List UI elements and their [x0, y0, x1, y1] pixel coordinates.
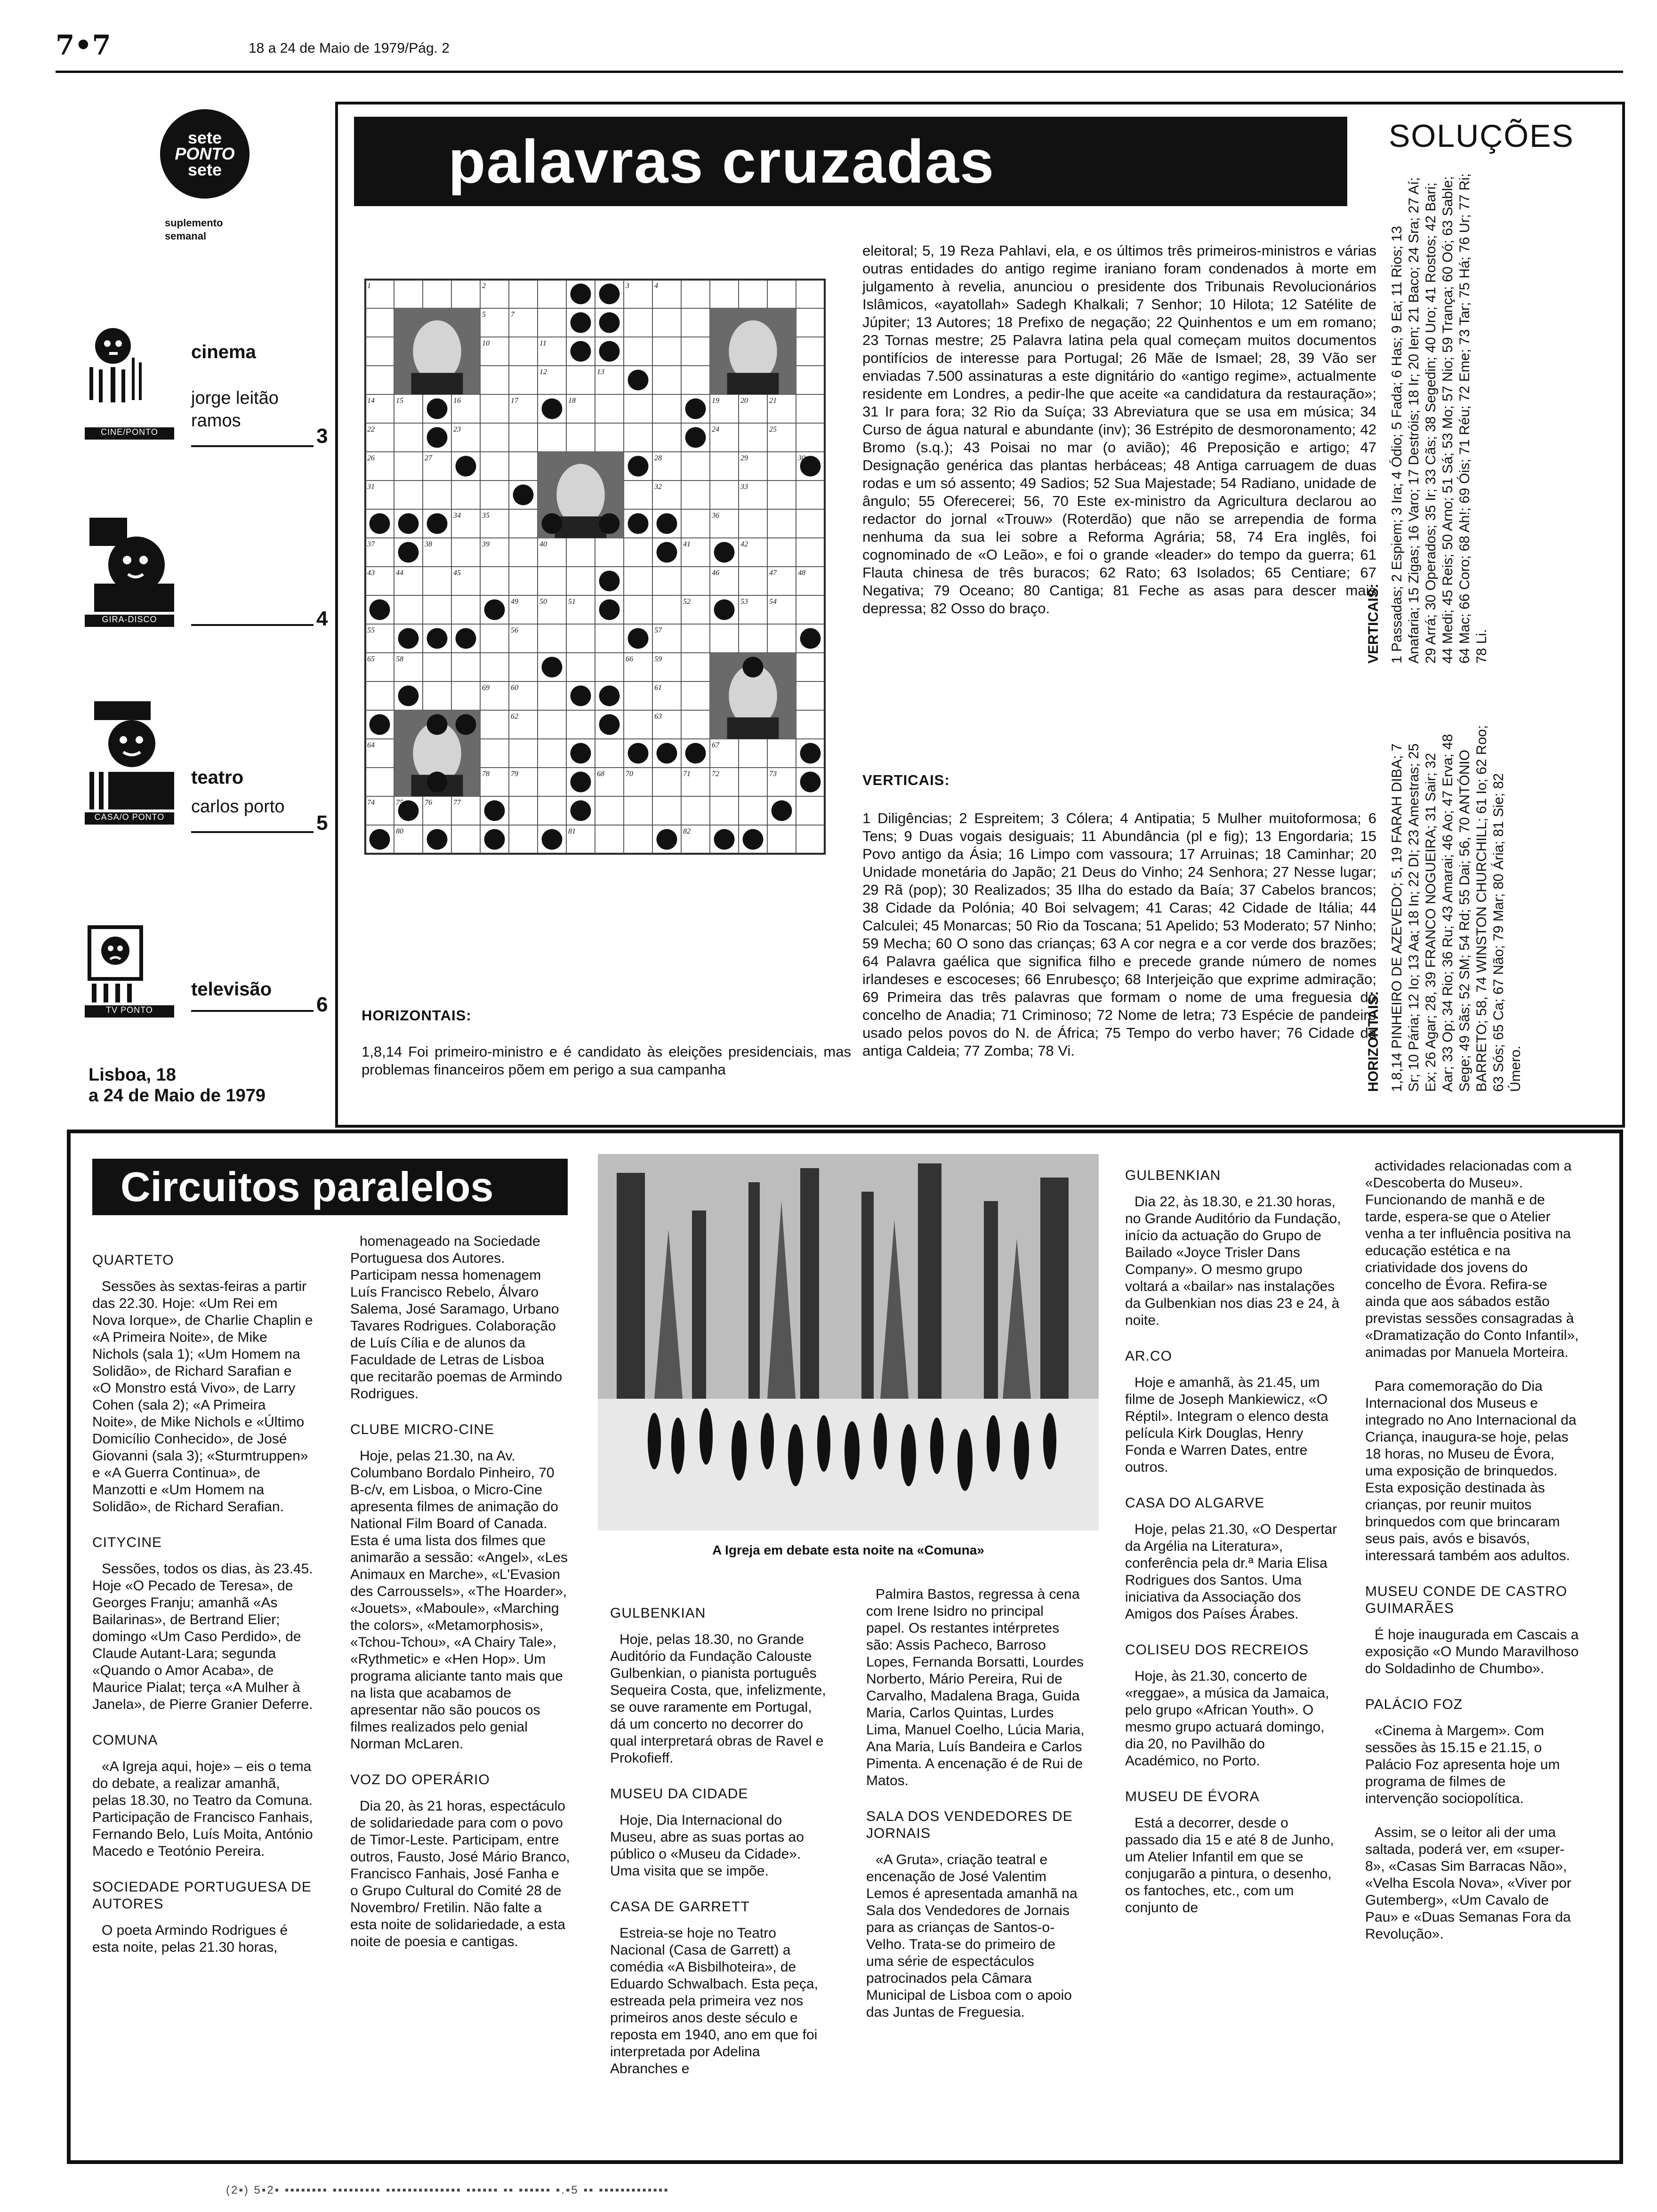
solutions-horizontais-text: 1,8,14 PINHEIRO DE AZEVEDO; 5, 19 FARAH DIBA; 7 Sr; 10 Pária; 12 Io; 13 Aa; 18 In; 22 DI; 23 Amestras; 25 Ex; 26 Agar; 28, 39 FRANCO NOGUEIRA; 31 Sair; 32 Aar; 33 Op; 34 Rio; 36 Ru; 43 Amarai; 46 Ao; 47 Erva; 48 Sege; 49 Sãs; 52 SM; 54 Rd; 55 Dai; 56, 70 ANTÓNIO BARRETO; 58, 74 WINSTON CHURCHILL; 61 Io; 62 Roo; 63 Sós; 65 Ca; 67 Não; 79 Mar; 80 Ária; 81 Sie; 82 Úmero.	[1389, 725, 1523, 1092]
black-square	[571, 313, 591, 333]
footer-print-marks: (2▪) 5▪2▪ ▪▪▪▪▪▪▪▪ ▪▪▪▪▪▪▪▪▪ ▪▪▪▪▪▪▪▪▪▪▪▪▪▪ ▪▪▪▪▪▪ ▪▪ ▪▪▪▪▪▪ ▪.▪5 ▪▪ ▪▪▪▪▪▪▪▪▪▪▪▪▪	[226, 2184, 669, 2196]
article-body: Dia 22, às 18.30, e 21.30 horas, no Grande Auditório da Fundação, início da actuação do Grupo de Bailado «Joyce Trisler Dans Company». O mesmo grupo voltará a «bailar» nas instalações da Gulbenkian nos dias 23 e 24, à noite.	[1125, 1194, 1341, 1328]
article-body: homenageado na Sociedade Portuguesa dos Autores. Participam nessa homenagem Luís Francisco Rebelo, Álvaro Salema, José Saramago, Urbano Tavares Rodrigues. Colaboração de Luís Cília e de alunos da Faculdade de Letras de Lisboa que recitarão poemas de Armindo Rodrigues.	[350, 1234, 563, 1402]
clue-number: 43	[367, 569, 375, 577]
circuitos-column-4	[866, 1586, 1086, 2038]
black-square	[456, 456, 476, 477]
clue-number: 18	[568, 397, 576, 405]
black-square	[599, 313, 620, 333]
black-square	[427, 772, 448, 793]
black-square	[370, 513, 390, 534]
gira-disco-rule	[191, 624, 314, 626]
article-body: Hoje, pelas 18.30, no Grande Auditório da Fundação Calouste Gulbenkian, o pianista português Sequeira Costa, que, infelizmente, se ouve raramente em Portugal, dá um concerto no decorrer do qual interpretará obras de Ravel e Prokofieff.	[610, 1632, 826, 1766]
solutions-horizontais-head: HORIZONTAIS:	[1366, 991, 1381, 1092]
article-body: Hoje, Dia Internacional do Museu, abre as suas portas ao público o «Museu da Cidade». Uma visita que se impõe.	[610, 1812, 804, 1879]
black-square	[398, 542, 419, 563]
clue-number: 27	[425, 454, 432, 462]
clue-number: 22	[367, 425, 375, 433]
clue-number: 69	[482, 684, 490, 692]
section-televisao[interactable]	[85, 922, 330, 1031]
clue-number: 77	[453, 799, 461, 807]
clue-number: 1	[367, 282, 371, 290]
clue-number: 11	[539, 339, 547, 347]
clue-number: 24	[712, 425, 719, 433]
clue-number: 79	[511, 770, 518, 778]
clue-number: 44	[396, 569, 403, 577]
cinema-author-line2: ramos	[191, 411, 241, 431]
black-square	[685, 399, 706, 419]
supplement-logo-line3: sete	[187, 160, 222, 179]
black-square	[657, 829, 677, 850]
clue-number: 39	[482, 540, 490, 548]
teatro-page-number: 5	[316, 811, 328, 834]
black-square	[571, 772, 591, 793]
clue-number: 17	[511, 397, 518, 405]
clue-number: 23	[453, 425, 461, 433]
black-square	[657, 743, 677, 764]
newspaper-logo: 7•7	[56, 29, 111, 61]
article-body: «Cinema à Margem». Com sessões às 15.15 e 21.15, o Palácio Foz apresenta hoje um programa de filmes de intervenção sociopolítica.	[1365, 1723, 1560, 1806]
black-square	[743, 657, 764, 678]
grid-portrait	[710, 308, 796, 394]
issue-date: 18 a 24 de Maio de 1979/Pág. 2	[249, 40, 450, 56]
article-body: «A Igreja aqui, hoje» – eis o tema do debate, a realizar amanhã, pelas 18.30, no Teatro da Comuna. Participação de Francisco Fanhais, Fernando Belo, Luís Moita, António Macedo e Teotónio Pereira.	[92, 1759, 313, 1859]
black-square	[714, 600, 735, 620]
horizontais-head: HORIZONTAIS:	[362, 1007, 472, 1024]
circuitos-column-3	[610, 1586, 829, 2094]
circuitos-column-6	[1365, 1158, 1582, 1960]
televisao-mascot-icon	[85, 922, 179, 1017]
article-heading: COLISEU DOS RECREIOS	[1125, 1642, 1309, 1658]
clue-number: 65	[367, 655, 375, 663]
clue-number: 5	[482, 311, 486, 319]
article-heading: SOCIEDADE PORTUGUESA DE AUTORES	[92, 1879, 312, 1912]
horizontais-continued: eleitoral; 5, 19 Reza Pahlavi, ela, e os últimos três primeiros-ministros e várias outras entidades do antigo regime iraniano foram condenados à morte em julgamento à revelia, anunciou o presidente dos Tribunais Revolucionários Islâmicos, «ayatollah» Sadegh Khalkali; 7 Senhor; 10 Hilota; 12 Satélite de Júpiter; 13 Autores; 18 Prefixo de negação; 22 Quinhentos e um em romano; 23 Tornas mestre; 25 Palavra latina pela qual começam muitos documentos pontifícios de interesse para Portugal; 26 Mãe de Ismael; 28, 39 Vão ser enviadas 7.500 assinaturas a este dignitário do «antigo regime», actualmente residente em Londres, a pedir-lhe que aceite «a candidatura da restauração»; 31 Ir para fora; 32 Rio da Suíça; 33 Abreviatura que se usa em música; 34 Curso de água natural e abundante (inv); 36 Estrépito de desmoronamento; 42 Bromo (s.q.); 43 Poisai no mar (o avião); 46 Preposição e artigo; 47 Designação genérica das plantas herbáceas; 48 Antiga carruagem de duas rodas e um só assento; 49 Sadios; 52 Sua Majestade; 54 Radiano, unidade de ângulo; 55 Oferecerei; 56, 70 Este ex-ministro da Agricultura declarou ao redactor do jornal «Trouw» (Roterdão) que não se arrependia de forma nenhuma da sua lei sobre a Reforma Agrária; 58, 74 Era inglês, foi cognominado de «O Leão», e foi o grande «leader» do tempo da guerra; 61 Flauta chinesa de três buracos; 62 Rato; 63 Isolados; 65 Centiare; 67 Negativa; 79 Oceano; 80 Cantiga; 81 Feche as asas para descer mais depressa; 82 Osso do braço.	[862, 242, 1376, 617]
article-heading: MUSEU CONDE DE CASTRO GUIMARÃES	[1365, 1584, 1568, 1616]
clue-number: 29	[740, 454, 748, 462]
black-square	[628, 370, 649, 391]
black-square	[513, 485, 534, 505]
article-body: Palmira Bastos, regressa à cena com Irene Isidro no principal papel. Os restantes intérpretes são: Assis Pacheco, Barroso Lopes, Fernanda Borsatti, Lourdes Norberto, Mário Pereira, Rui de Carvalho, Madalena Braga, Guida Maria, Carlos Quintas, Lurdes Lima, Manuel Coelho, Lúcia Maria, Ana Maria, Luís Bandeira e Carlos Pimenta. A encenação é de Rui de Matos.	[866, 1587, 1085, 1788]
black-square	[427, 427, 448, 448]
solutions-verticais-text: 1 Passadas; 2 Espiem; 3 Ira; 4 Ódio; 5 Fada; 6 Has; 9 Ea; 11 Rios; 13 Anafaria; 15 Zigas; 16 Varo; 17 Destróis; 18 Ir; 20 Ien; 21 Baco; 24 Sra; 27 Aí; 29 Arrá; 30 Operados; 35 Ir; 33 Cãs; 38 Segedin; 40 Uro; 41 Rostos; 42 Bari; 44 Medi; 45 Reis; 50 Arno; 51 Sá; 53 Mo; 57 Nio; 59 Trança; 60 Oó; 63 Sable; 64 Mac; 66 Coro; 68 Ah!; 69 Óis; 71 Réu; 72 Eme; 73 Tar; 75 Há; 76 Ur; 77 Ri; 78 Li.	[1389, 173, 1489, 664]
solutions-verticais-head: VERTICAIS:	[1366, 583, 1381, 664]
clue-number: 36	[712, 512, 719, 520]
black-square	[398, 513, 419, 534]
solutions-horizontais	[1365, 725, 1524, 1092]
clue-number: 78	[482, 770, 490, 778]
black-square	[628, 743, 649, 764]
article-body: Dia 20, às 21 horas, espectáculo de solidariedade para com o povo de Timor-Leste. Participam, entre outros, Fausto, José Mário Branco, Francisco Fanhais, José Fanha e o Grupo Cultural do Comité 28 de Novembro/ Fretilin. Não falte a esta noite de solidariedade, a esta noite de poesia e cantigas.	[350, 1798, 570, 1949]
black-square	[370, 714, 390, 735]
black-square	[398, 628, 419, 649]
cinema-rule	[191, 445, 314, 447]
clue-number: 7	[511, 311, 515, 319]
clue-number: 3	[626, 282, 629, 290]
horizontais-start: 1,8,14 Foi primeiro-ministro e é candidato às eleições presidenciais, mas problemas financeiros põem em perigo a sua campanha	[362, 1043, 851, 1078]
crossword-grid-svg[interactable]	[362, 276, 832, 869]
cinema-page-number: 3	[316, 425, 328, 448]
black-square	[599, 686, 620, 706]
article-body: Sessões às sextas-feiras a partir das 22.30. Hoje: «Um Rei em Nova Iorque», de Charlie Chaplin e «A Primeira Noite», de Mike Nichols (sala 1); «Um Homem na Solidão», de Richard Sarafian e «O Monstro está Vivo», de Larry Cohen (sala 2); «A Primeira Noite», de Mike Nichols e «Último Domicílio Conhecido», de José Giovanni (sala 3); «Sturmtruppen» e «A Guerra Continua», de Manzotti e «Um Homem na Solidão», de Richard Serafian.	[92, 1279, 313, 1515]
clue-number: 80	[396, 827, 403, 835]
black-square	[628, 628, 649, 649]
clue-number: 47	[769, 569, 777, 577]
cinema-author-line1: jorge leitão	[191, 388, 279, 408]
clue-number: 30	[798, 454, 805, 462]
article-heading: CASA DE GARRETT	[610, 1899, 750, 1915]
black-square	[800, 628, 821, 649]
clue-number: 26	[367, 454, 375, 462]
clue-number: 10	[482, 339, 490, 347]
article-heading: COMUNA	[92, 1732, 158, 1748]
clue-number: 2	[482, 282, 486, 290]
black-square	[427, 829, 448, 850]
black-square	[599, 600, 620, 620]
clue-number: 12	[539, 368, 547, 376]
gira-disco-tag: GIRA-DISCO	[85, 615, 174, 627]
clue-number: 28	[654, 454, 662, 462]
issue-range: a 24 de Maio de 1979	[88, 1086, 265, 1106]
article-heading: MUSEU DA CIDADE	[610, 1786, 748, 1802]
clue-number: 71	[683, 770, 691, 778]
black-square	[599, 571, 620, 592]
clue-number: 64	[367, 741, 375, 749]
black-square	[571, 801, 591, 821]
clue-number: 68	[597, 770, 604, 778]
black-square	[484, 600, 505, 620]
black-square	[628, 456, 649, 477]
clue-number: 76	[425, 799, 432, 807]
crossword-grid[interactable]	[362, 276, 832, 871]
article-body: Está a decorrer, desde o passado dia 15 e até 8 de Junho, um Atelier Infantil em que se conjugarão a pintura, o desenho, os fantoches, etc., com um conjunto de	[1125, 1815, 1334, 1915]
article-heading: SALA DOS VENDEDORES DE JORNAIS	[866, 1809, 1073, 1841]
section-gira-disco[interactable]	[85, 518, 330, 640]
verticais-clues: 1 Diligências; 2 Espreitem; 3 Cólera; 4 Antipatia; 5 Mulher muitoformosa; 6 Tens; 9 Duas vogais desiguais; 11 Abundância (pl e fig); 13 Engordaria; 15 Povo antigo da Ásia; 16 Limpo com vassoura; 17 Arruinas; 18 Caminhar; 20 Unidade monetária do Japão; 21 Deus do Vinho; 24 Senhora; 27 Nesse lugar; 29 Rã (pop); 30 Realizados; 35 Ilha do estado da Baía; 37 Cabelos brancos; 38 Cidade da Polónia; 40 Boi selvagem; 41 Caras; 42 Cidade de Itália; 44 Calculei; 45 Monarcas; 50 Rio da Toscana; 51 Apelido; 53 Moderato; 57 Ninho; 59 Mecha; 60 O sono das crianças; 63 A cor negra e a cor verde dos brazões; 64 Palavra gaélica que significa filho e precede grande número de nomes irlandeses e escoceses; 66 Enrubesço; 68 Interjeição que exprime admiração; 69 Primeira das três palavras que formam o nome de uma freguesia do concelho de Anadia; 71 Criminoso; 72 Nome de letra; 73 Espécie de pandeiro usado pelos povos do N. de África; 75 Tempo do verbo haver; 76 Cidade da antiga Caldeia; 77 Zomba; 78 Vi.	[862, 810, 1376, 1059]
black-square	[370, 829, 390, 850]
article-heading: AR.CO	[1125, 1348, 1173, 1364]
black-square	[542, 657, 563, 678]
televisao-page-number: 6	[316, 993, 328, 1016]
black-square	[657, 542, 677, 563]
clue-number: 53	[740, 598, 748, 606]
article-heading: CLUBE MICRO-CINE	[350, 1422, 495, 1437]
issue-place-date	[88, 1065, 265, 1106]
clue-number: 35	[482, 512, 490, 520]
clue-number: 72	[712, 770, 719, 778]
article-body: Hoje, às 21.30, concerto de «reggae», a música da Jamaica, pelo grupo «African Youth». O mesmo grupo actuará domingo, dia 20, no Pavilhão do Académico, no Porto.	[1125, 1668, 1329, 1769]
clue-number: 55	[367, 626, 375, 634]
clue-number: 45	[453, 569, 461, 577]
clue-number: 63	[654, 713, 662, 721]
clue-number: 25	[769, 425, 777, 433]
issue-place: Lisboa, 18	[88, 1065, 176, 1085]
clue-number: 70	[626, 770, 633, 778]
supplement-caption-line1: suplemento	[165, 217, 223, 229]
article-body: Hoje, pelas 21.30, na Av. Columbano Bordalo Pinheiro, 70 B-c/v, em Lisboa, o Micro-Cine apresenta filmes de animação do National Film Board of Canada. Esta é uma lista dos filmes que animarão a sessão: «Angel», «Les Animaux en Marche», «L'Evasion des Carroussels», «The Hoarder», «Jouets», «Maboule», «Marching the colors», «Metamorphosis», «Tchou-Tchou», «A Chairy Tale», «Rythmetic» e «Hen Hop». Um programa aliciante tanto mais que na lista que acabamos de apresentar não são poucos os filmes realizados pelo genial Norman McLaren.	[350, 1448, 568, 1752]
black-square	[800, 743, 821, 764]
clue-number: 61	[654, 684, 662, 692]
black-square	[484, 801, 505, 821]
black-square	[628, 513, 649, 534]
clue-number: 20	[740, 397, 748, 405]
article-heading: GULBENKIAN	[1125, 1168, 1221, 1183]
clue-number: 54	[769, 598, 777, 606]
black-square	[484, 829, 505, 850]
clue-number: 82	[683, 827, 691, 835]
black-square	[542, 513, 563, 534]
clue-number: 41	[683, 540, 691, 548]
solutions-title: SOLUÇÕES	[1389, 118, 1574, 154]
clue-number: 81	[568, 827, 576, 835]
article-heading: GULBENKIAN	[610, 1605, 706, 1621]
clue-number: 52	[683, 598, 691, 606]
clue-number: 75	[396, 799, 403, 807]
section-cinema[interactable]	[85, 325, 330, 447]
article-heading: VOZ DO OPERÁRIO	[350, 1772, 490, 1787]
clue-number: 59	[654, 655, 662, 663]
black-square	[657, 513, 677, 534]
circuitos-column-2	[350, 1233, 571, 1967]
black-square	[427, 513, 448, 534]
crossword-title: palavras cruzadas	[354, 117, 1347, 206]
clue-number: 58	[396, 655, 403, 663]
clue-number: 37	[367, 540, 375, 548]
clue-number: 13	[597, 368, 604, 376]
black-square	[542, 829, 563, 850]
supplement-caption	[165, 216, 223, 243]
gira-disco-page-number: 4	[316, 607, 328, 630]
article-heading: QUARTETO	[92, 1252, 174, 1268]
cinema-mascot-icon	[85, 325, 179, 438]
header-rule	[56, 71, 1623, 73]
article-body: actividades relacionadas com a «Descoberta do Museu». Funcionando de manhã e de tarde, espera-se que o Atelier venha a ter influência positiva na educação estética e na criatividade dos jovens do concelho de Évora. Refira-se ainda que aos sábados estão previstas sessões consagradas à «Dramatização do Conto Infantil», animadas por Manuela Morteira.	[1365, 1158, 1579, 1360]
black-square	[542, 399, 563, 419]
article-body: O poeta Armindo Rodrigues é esta noite, pelas 21.30 horas,	[92, 1923, 288, 1955]
article-heading: MUSEU DE ÉVORA	[1125, 1789, 1260, 1804]
black-square	[599, 714, 620, 735]
clue-number: 73	[769, 770, 777, 778]
clue-number: 4	[654, 282, 658, 290]
black-square	[571, 686, 591, 706]
gira-disco-mascot-icon	[85, 518, 179, 626]
clue-number: 51	[568, 598, 576, 606]
black-square	[685, 427, 706, 448]
clue-number: 62	[511, 713, 518, 721]
supplement-logo-line1: sete	[187, 128, 222, 147]
clue-number: 46	[712, 569, 719, 577]
article-body: Estreia-se hoje no Teatro Nacional (Casa de Garrett) a comédia «A Bisbilhoteira», de Eduardo Schwalbach. Esta peça, estreada pela primeira vez nos primeiros anos deste século e reposta em 1940, ano em que foi interpretada por Adelina Abranches e	[610, 1925, 818, 2076]
grid-portrait	[394, 308, 480, 394]
black-square	[714, 829, 735, 850]
televisao-rule	[191, 1010, 314, 1012]
clue-number: 56	[511, 626, 518, 634]
televisao-tag: TV PONTO	[85, 1005, 174, 1018]
cinema-tag: CINE/PONTO	[85, 427, 174, 440]
circuitos-title: Circuitos paralelos	[92, 1159, 568, 1215]
black-square	[571, 743, 591, 764]
clue-number: 16	[453, 397, 461, 405]
black-square	[599, 284, 620, 305]
black-square	[571, 341, 591, 362]
black-square	[772, 801, 792, 821]
black-square	[370, 600, 390, 620]
supplement-caption-line2: semanal	[165, 230, 207, 242]
clue-number: 33	[740, 483, 748, 491]
clue-number: 48	[798, 569, 805, 577]
televisao-title: televisão	[191, 979, 272, 1000]
teatro-mascot-icon	[85, 697, 179, 824]
verticais-head: VERTICAIS:	[862, 772, 950, 788]
black-square	[599, 513, 620, 534]
article-body: «A Gruta», criação teatral e encenação de José Valentim Lemos é apresentada amanhã na Sala dos Vendedores de Jornais para as crianças de Santos-o-Velho. Trata-se do primeiro de uma série de espectáculos patrocinados pela Câmara Municipal de Lisboa com o apoio das Juntas de Freguesia.	[866, 1852, 1078, 2020]
article-heading: CITYCINE	[92, 1535, 162, 1550]
cinema-title: cinema	[191, 342, 256, 362]
clue-number: 66	[626, 655, 633, 663]
black-square	[398, 686, 419, 706]
black-square	[427, 399, 448, 419]
black-square	[599, 341, 620, 362]
black-square	[427, 628, 448, 649]
clue-number: 50	[539, 598, 547, 606]
black-square	[743, 829, 764, 850]
black-square	[571, 284, 591, 305]
article-body: Assim, se o leitor ali der uma saltada, poderá ver, em «super-8», «Casas Sim Barracas Não», «Velha Escola Nova», «Viver por Gutemberg», «Um Cavalo de Pau» e «Duas Semanas Fora da Revolução».	[1365, 1825, 1572, 1942]
clue-number: 14	[367, 397, 375, 405]
clue-number: 15	[396, 397, 403, 405]
black-square	[456, 628, 476, 649]
circuitos-column-5	[1125, 1148, 1342, 1933]
clue-number: 40	[539, 540, 547, 548]
article-heading: PALÁCIO FOZ	[1365, 1697, 1463, 1712]
clue-number: 31	[367, 483, 375, 491]
section-teatro[interactable]	[85, 697, 330, 838]
black-square	[800, 772, 821, 793]
article-body: Hoje e amanhã, às 21.45, um filme de Joseph Mankiewicz, «O Réptil». Integram o elenco desta película Kirk Douglas, Henry Fonda e Warren Dates, entre outros.	[1125, 1375, 1328, 1475]
clue-number: 67	[712, 741, 719, 749]
clue-number: 60	[511, 684, 518, 692]
clue-number: 38	[425, 540, 432, 548]
clue-number: 42	[740, 540, 748, 548]
supplement-logo	[160, 109, 249, 199]
article-body: Sessões, todos os dias, às 23.45. Hoje «O Pecado de Teresa», de Georges Franju; amanhã «As Bailarinas», de Bertrand Elier; domingo «Um Caso Perdido», de Claude Autant-Lara; segunda «Quando o Amor Acaba», de Maurice Pialat; terça «A Mulher à Janela», de Pierre Granier Deferre.	[92, 1561, 313, 1712]
clue-number: 74	[367, 799, 375, 807]
clue-number: 57	[654, 626, 662, 634]
clue-number: 19	[712, 397, 719, 405]
article-heading: CASA DO ALGARVE	[1125, 1495, 1265, 1511]
teatro-rule	[191, 831, 314, 833]
black-square	[714, 542, 735, 563]
clue-number: 21	[769, 397, 777, 405]
clue-number: 32	[654, 483, 662, 491]
black-square	[685, 743, 706, 764]
article-body: Para comemoração do Dia Internacional dos Museus e integrado no Ano Internacional da Criança, inaugura-se hoje, pelas 18 horas, no Museu de Évora, uma exposição de brinquedos. Esta exposição destinada às crianças, por reunir muitos brinquedos com que brincaram seus pais, avós e bisavós, interessará também aos adultos.	[1365, 1378, 1577, 1563]
supplement-logo-line2: PONTO	[175, 144, 235, 163]
teatro-title: teatro	[191, 767, 244, 788]
black-square	[456, 714, 476, 735]
article-body: Hoje, pelas 21.30, «O Despertar da Argélia na Literatura», conferência pela dr.ª Maria Elisa Rodrigues dos Santos. Uma iniciativa da Associação dos Amigos dos Países Árabes.	[1125, 1522, 1337, 1622]
article-body: É hoje inaugurada em Cascais a exposição «O Mundo Maravilhoso do Soldadinho de Chumbo».	[1365, 1627, 1579, 1676]
solutions-verticais	[1365, 169, 1490, 664]
circuitos-column-1	[92, 1233, 314, 1973]
teatro-author: carlos porto	[191, 797, 285, 817]
teatro-tag: CASA/O PONTO	[85, 812, 174, 825]
photo-caption: A Igreja em debate esta noite na «Comuna»	[712, 1543, 984, 1557]
clue-number: 34	[453, 512, 461, 520]
black-square	[427, 714, 448, 735]
clue-number: 49	[511, 598, 518, 606]
church-photo	[598, 1154, 1099, 1531]
